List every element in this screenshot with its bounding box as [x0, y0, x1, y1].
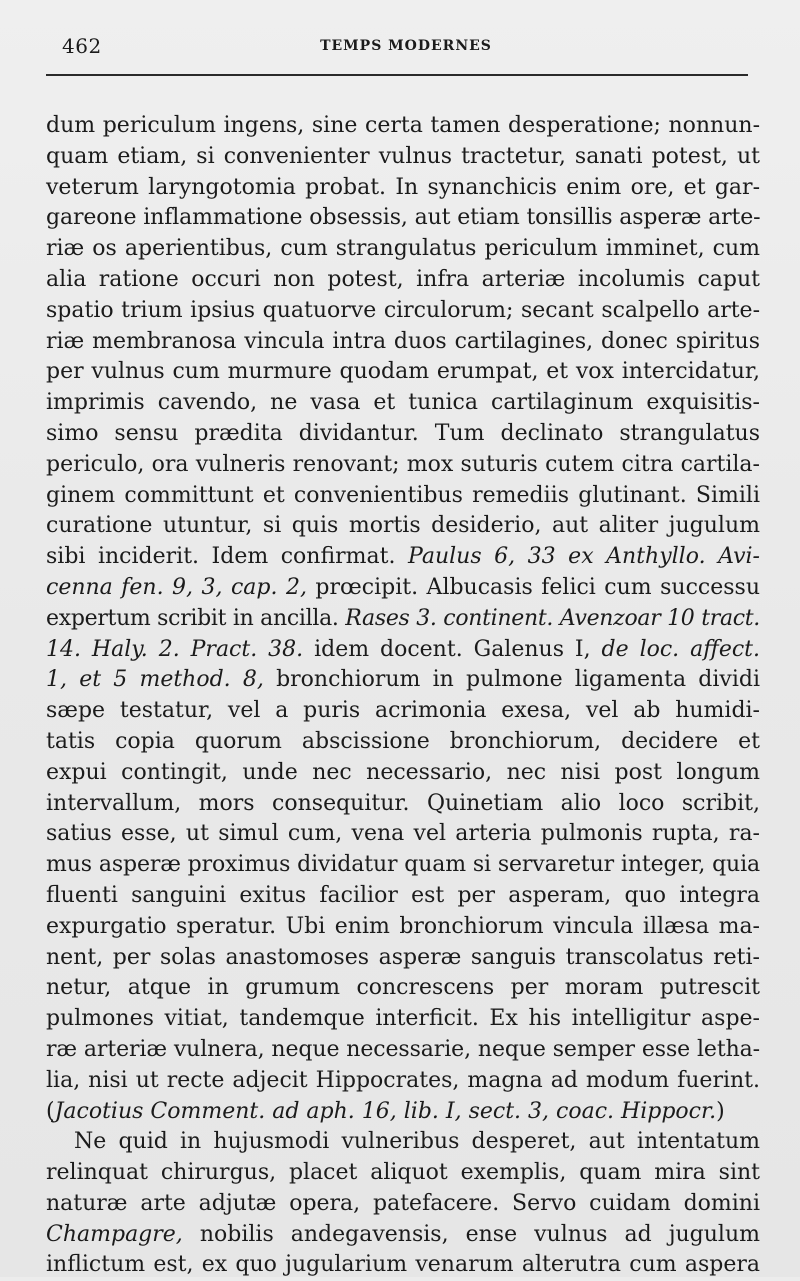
text-run: ( — [46, 1098, 55, 1124]
text-line — [46, 234, 760, 265]
text-line — [46, 573, 760, 604]
text-line — [46, 604, 760, 635]
text-line — [46, 419, 760, 450]
text-run: intervallum, mors consequitur. Quinetiam alio loco scribit, — [46, 790, 760, 816]
text-line — [46, 1035, 760, 1066]
text-line — [46, 912, 760, 943]
text-run: expertum scribit in ancilla. — [46, 605, 346, 631]
text-line — [46, 943, 760, 974]
text-run: quam etiam, si convenienter vulnus tractetur, sanati potest, ut — [46, 143, 760, 169]
text-line — [46, 142, 760, 173]
text-run: simo sensu prædita dividantur. Tum declinato strangulatus — [46, 420, 760, 446]
text-run: per vulnus cum murmure quodam erumpat, et vox intercidatur, — [46, 359, 760, 385]
text-line — [46, 819, 760, 850]
text-line — [46, 1158, 760, 1189]
text-line — [46, 511, 760, 542]
text-run: curatione utuntur, si quis mortis desiderio, aut aliter jugulum — [46, 513, 760, 539]
text-run: expurgatio speratur. Ubi enim bronchiorum vincula illæsa ma- — [46, 913, 760, 939]
text-run: alia ratione occuri non potest, infra arteriæ incolumis caput — [46, 266, 760, 292]
text-run: expui contingit, unde nec necessario, nec nisi post longum — [46, 759, 760, 785]
text-run: pulmones vitiat, tandemque interficit. Ex his intelligitur aspe- — [46, 1006, 760, 1032]
text-line — [46, 1189, 760, 1220]
text-line — [46, 1004, 760, 1035]
text-run: lia, nisi ut recte adjecit Hippocrates, magna ad modum fuerint. — [46, 1067, 760, 1093]
text-line — [46, 1220, 760, 1251]
text-line — [46, 388, 760, 419]
text-run: riæ membranosa vincula intra duos cartilagines, donec spiritus — [46, 328, 760, 354]
text-run: fluenti sanguini exitus facilior est per asperam, quo integra — [46, 882, 760, 908]
text-run: idem docent. Galenus I, — [303, 636, 602, 662]
text-line — [46, 789, 760, 820]
italic-citation: de loc. affect. — [601, 636, 760, 662]
italic-citation: Paulus 6, 33 ex Anthyllo. Avi- — [408, 544, 760, 570]
text-line — [46, 758, 760, 789]
text-run: netur, atque in grumum concrescens per moram putrescit — [46, 975, 760, 1001]
page-header — [62, 34, 750, 64]
text-line — [46, 696, 760, 727]
text-run: mus asperæ proximus dividatur quam si servaretur integer, quia — [46, 852, 760, 878]
italic-citation: 1, et 5 method. 8, — [46, 667, 264, 693]
page-number: 462 — [62, 34, 102, 58]
text-line — [46, 850, 760, 881]
text-run: prœcipit. Albucasis felici cum successu — [306, 574, 761, 600]
text-run: ) — [716, 1098, 725, 1124]
italic-citation: Jacotius Comment. ad aph. 16, lib. I, sect. 3, coac. Hippocr. — [54, 1098, 717, 1124]
text-run: nent, per solas anastomoses asperæ sanguis transcolatus reti- — [46, 944, 760, 970]
text-line — [46, 296, 760, 327]
text-line — [46, 481, 760, 512]
text-line — [46, 173, 760, 204]
text-line — [46, 1250, 760, 1281]
text-line — [46, 665, 760, 696]
text-line — [46, 973, 760, 1004]
text-run: ræ arteriæ vulnera, neque necessarie, neque semper esse letha- — [46, 1036, 760, 1062]
text-run: sæpe testatur, vel a puris acrimonia exesa, vel ab humidi- — [46, 698, 760, 724]
body-text — [46, 111, 760, 1281]
text-run: ginem committunt et convenientibus remediis glutinant. Simili — [46, 482, 760, 508]
text-run: sibi inciderit. Idem confirmat. — [46, 544, 409, 570]
text-run: veterum laryngotomia probat. In synanchicis enim ore, et gar- — [46, 174, 760, 200]
text-line — [46, 203, 760, 234]
text-line — [46, 450, 760, 481]
running-head: TEMPS MODERNES — [320, 38, 492, 54]
italic-citation: Champagre, — [46, 1221, 183, 1247]
text-run: nobilis andegavensis, ense vulnus ad jugulum — [182, 1221, 760, 1247]
text-line — [46, 727, 760, 758]
italic-citation: Rases 3. continent. Avenzoar 10 tract. — [345, 605, 761, 631]
text-run: relinquat chirurgus, placet aliquot exemplis, quam mira sint — [46, 1160, 760, 1186]
text-line — [46, 357, 760, 388]
text-line — [46, 1066, 760, 1097]
text-line — [46, 635, 760, 666]
text-line — [46, 111, 760, 142]
text-line — [46, 881, 760, 912]
text-line — [46, 327, 760, 358]
text-run: imprimis cavendo, ne vasa et tunica cartilaginum exquisitis- — [46, 390, 760, 416]
text-run: periculo, ora vulneris renovant; mox suturis cutem citra cartila- — [46, 451, 760, 477]
italic-citation: 14. Haly. 2. Pract. 38. — [46, 636, 304, 662]
text-line — [46, 542, 760, 573]
text-run: bronchiorum in pulmone ligamenta dividi — [263, 667, 760, 693]
text-run: satius esse, ut simul cum, vena vel arteria pulmonis rupta, ra- — [46, 821, 760, 847]
text-run: inflictum est, ex quo jugularium venarum alterutra cum aspera — [46, 1252, 760, 1278]
text-run: gareone inflammatione obsessis, aut etiam tonsillis asperæ arte- — [46, 205, 761, 231]
header-rule — [46, 74, 748, 76]
text-run: dum periculum ingens, sine certa tamen desperatione; nonnun- — [46, 113, 760, 138]
text-line — [46, 1127, 760, 1158]
text-run: spatio trium ipsius quatuorve circulorum; secant scalpello arte- — [46, 297, 760, 323]
text-line — [46, 265, 760, 296]
italic-citation: cenna fen. 9, 3, cap. 2, — [46, 574, 307, 600]
text-run: riæ os aperientibus, cum strangulatus periculum imminet, cum — [46, 236, 760, 262]
text-run: tatis copia quorum abscissione bronchiorum, decidere et — [46, 728, 760, 754]
text-run: naturæ arte adjutæ opera, patefacere. Servo cuidam domini — [46, 1190, 760, 1216]
text-line — [46, 1097, 760, 1128]
text-run: Ne quid in hujusmodi vulneribus desperet, aut intentatum — [74, 1129, 760, 1155]
